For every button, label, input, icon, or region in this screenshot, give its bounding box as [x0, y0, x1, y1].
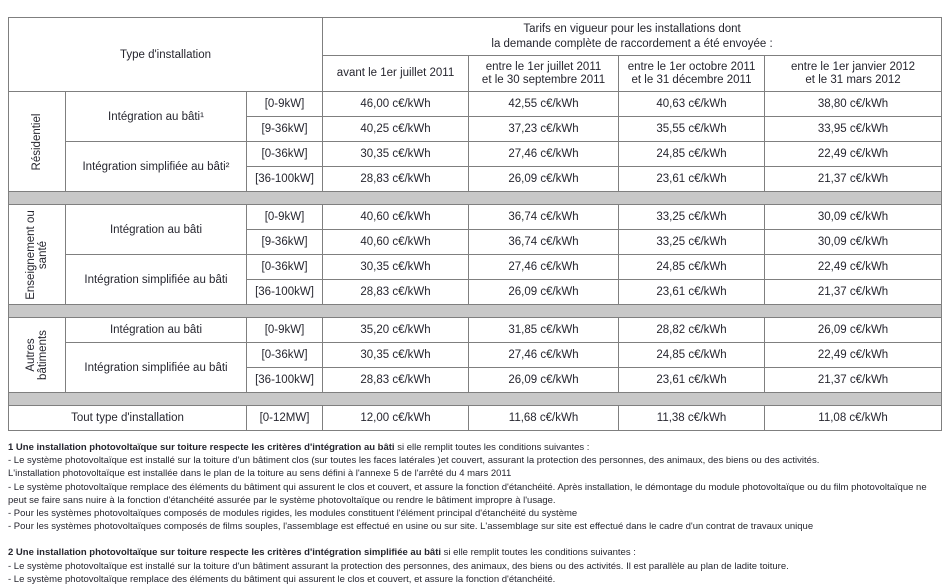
- tariff-value-cell: 24,85 c€/kWh: [619, 142, 765, 167]
- tariff-value-cell: 22,49 c€/kWh: [765, 343, 942, 368]
- period-header-2: [619, 56, 765, 92]
- tariff-value-cell: 40,63 c€/kWh: [619, 92, 765, 117]
- group-label: Résidentiel: [31, 113, 43, 170]
- section-separator: [9, 192, 942, 205]
- tariff-value-cell: 30,35 c€/kWh: [323, 343, 469, 368]
- separator-band: [9, 305, 942, 318]
- tariff-value-cell: 27,46 c€/kWh: [469, 142, 619, 167]
- power-range-cell: [36-100kW]: [247, 280, 323, 305]
- group-cell-enseignement: [9, 205, 66, 305]
- footnote-line: - Le système photovoltaïque remplace des éléments du bâtiment qui assurent le clos et couvert, et assure la fonction d'étanchéité. Après installation, le démontage du module photovoltaïque ou du film photovoltaïque ne peut se faire sans nuire à la fonction d'étanchéité assurée par le système photovoltaïque ou rendre le bâtiment impropre à l'usage.: [8, 481, 927, 506]
- power-range-cell: [0-12MW]: [247, 406, 323, 431]
- tariff-value-cell: 24,85 c€/kWh: [619, 343, 765, 368]
- table-row-total: [9, 406, 942, 431]
- tariff-value-cell: 27,46 c€/kWh: [469, 255, 619, 280]
- separator-band: [9, 393, 942, 406]
- footnote-1: [8, 441, 944, 533]
- tariff-value-cell: 11,68 c€/kWh: [469, 406, 619, 431]
- table-row: [9, 92, 942, 117]
- tariff-value-cell: 36,74 c€/kWh: [469, 230, 619, 255]
- footnote-line: - Pour les systèmes photovoltaïques composés de films souples, l'assemblage est effectué en usine ou sur site. L'assemblage sur site est effectué dans le cadre d'un contrat de travaux unique: [8, 521, 814, 533]
- footnote-heading: [8, 546, 944, 559]
- footnote-line: - Le système photovoltaïque est installé sur la toiture d'un bâtiment clos (sur toutes les faces latérales )et couvert, assurant la protection des personnes, des animaux, des biens ou des activités.: [8, 455, 820, 467]
- tariff-value-cell: 22,49 c€/kWh: [765, 142, 942, 167]
- footnote-heading-rest: si elle remplit toutes les conditions suivantes :: [441, 547, 636, 559]
- type-cell: Intégration simplifiée au bâti: [66, 343, 247, 393]
- tariff-value-cell: 26,09 c€/kWh: [469, 167, 619, 192]
- tariff-value-cell: 27,46 c€/kWh: [469, 343, 619, 368]
- power-range-cell: [9-36kW]: [247, 117, 323, 142]
- type-cell: Intégration au bâti: [66, 318, 247, 343]
- power-range-cell: [0-36kW]: [247, 142, 323, 167]
- period-label: et le 30 septembre 2011: [481, 73, 606, 86]
- power-range-cell: [0-9kW]: [247, 92, 323, 117]
- tariff-value-cell: 38,80 c€/kWh: [765, 92, 942, 117]
- header-row-1: [9, 18, 942, 56]
- group-label: Enseignement ou santé: [25, 209, 49, 300]
- tariff-value-cell: 31,85 c€/kWh: [469, 318, 619, 343]
- tariff-value-cell: 33,95 c€/kWh: [765, 117, 942, 142]
- tariff-value-cell: 12,00 c€/kWh: [323, 406, 469, 431]
- footnotes: [8, 441, 944, 586]
- tariff-value-cell: 42,55 c€/kWh: [469, 92, 619, 117]
- period-label: entre le 1er octobre 2011: [627, 60, 756, 73]
- period-label: entre le 1er janvier 2012: [791, 60, 916, 73]
- footnote-heading-bold: 1 Une installation photovoltaïque sur toiture respecte les critères d'intégration au bâti: [8, 442, 395, 453]
- footnote-line: - Pour les systèmes photovoltaïques composés de modules rigides, les modules constituent l'élément principal d'étanchéité du système: [8, 508, 578, 520]
- tariffs-header-line1: Tarifs en vigueur pour les installations dont: [523, 22, 741, 35]
- period-label: entre le 1er juillet 2011: [485, 60, 602, 73]
- group-label: Autres bâtiments: [25, 330, 49, 380]
- group-cell-autres: [9, 318, 66, 393]
- total-label-cell: Tout type d'installation: [9, 406, 247, 431]
- type-cell: Intégration simplifiée au bâti: [66, 255, 247, 305]
- footnote-line: - Le système photovoltaïque remplace des éléments du bâtiment qui assurent le clos et couvert, et assure la fonction d'étanchéité.: [8, 573, 556, 585]
- tariff-value-cell: 26,09 c€/kWh: [765, 318, 942, 343]
- tariff-value-cell: 26,09 c€/kWh: [469, 368, 619, 393]
- power-range-cell: [9-36kW]: [247, 230, 323, 255]
- tariff-value-cell: 36,74 c€/kWh: [469, 205, 619, 230]
- table-row: [9, 343, 942, 368]
- section-separator: [9, 393, 942, 406]
- tariff-value-cell: 21,37 c€/kWh: [765, 167, 942, 192]
- separator-band: [9, 192, 942, 205]
- footnote-heading-rest: si elle remplit toutes les conditions suivantes :: [394, 442, 590, 453]
- type-cell: Intégration simplifiée au bâti²: [66, 142, 247, 192]
- tariff-value-cell: 35,20 c€/kWh: [323, 318, 469, 343]
- power-range-cell: [36-100kW]: [247, 368, 323, 393]
- tariff-value-cell: 33,25 c€/kWh: [619, 230, 765, 255]
- tariff-value-cell: 21,37 c€/kWh: [765, 280, 942, 305]
- tariff-value-cell: 40,25 c€/kWh: [323, 117, 469, 142]
- tariff-value-cell: 21,37 c€/kWh: [765, 368, 942, 393]
- power-range-cell: [36-100kW]: [247, 167, 323, 192]
- period-header-0: [323, 56, 469, 92]
- tariff-value-cell: 40,60 c€/kWh: [323, 230, 469, 255]
- tariff-value-cell: 40,60 c€/kWh: [323, 205, 469, 230]
- footnote-line: - Le système photovoltaïque est installé sur la toiture d'un bâtiment assurant la protection des personnes, des animaux, des biens ou des activités. Il est parallèle au plan de ladite toiture.: [8, 560, 789, 572]
- table-row: [9, 205, 942, 230]
- tariff-value-cell: 28,82 c€/kWh: [619, 318, 765, 343]
- footnote-heading-bold: 2 Une installation photovoltaïque sur toiture respecte les critères d'intégration simplifiée au bâti: [8, 547, 442, 559]
- tariff-value-cell: 28,83 c€/kWh: [323, 167, 469, 192]
- tariff-value-cell: 30,35 c€/kWh: [323, 255, 469, 280]
- type-cell: Intégration au bâti: [66, 205, 247, 255]
- tariff-value-cell: 26,09 c€/kWh: [469, 280, 619, 305]
- type-installation-header: Type d'installation: [9, 18, 323, 92]
- footnote-line: L'installation photovoltaïque est installée dans le plan de la toiture au sens défini à l'annexe 5 de l'arrêté du 4 mars 2011: [8, 468, 512, 480]
- power-range-cell: [0-36kW]: [247, 255, 323, 280]
- tariff-value-cell: 46,00 c€/kWh: [323, 92, 469, 117]
- tariff-value-cell: 11,38 c€/kWh: [619, 406, 765, 431]
- period-label: et le 31 décembre 2011: [631, 73, 752, 86]
- tariff-table: [8, 17, 942, 431]
- tariff-value-cell: 30,35 c€/kWh: [323, 142, 469, 167]
- footnote-2: [8, 546, 944, 586]
- tariffs-header: [323, 18, 942, 56]
- group-cell-residentiel: [9, 92, 66, 192]
- tariff-value-cell: 30,09 c€/kWh: [765, 230, 942, 255]
- tariff-value-cell: 33,25 c€/kWh: [619, 205, 765, 230]
- table-row: [9, 255, 942, 280]
- period-label: avant le 1er juillet 2011: [336, 67, 455, 79]
- footnote-heading: [8, 441, 944, 454]
- tariff-value-cell: 30,09 c€/kWh: [765, 205, 942, 230]
- tariff-value-cell: 24,85 c€/kWh: [619, 255, 765, 280]
- tariff-value-cell: 22,49 c€/kWh: [765, 255, 942, 280]
- tariff-value-cell: 28,83 c€/kWh: [323, 280, 469, 305]
- power-range-cell: [0-9kW]: [247, 205, 323, 230]
- period-header-3: [765, 56, 942, 92]
- tariff-value-cell: 35,55 c€/kWh: [619, 117, 765, 142]
- tariffs-header-line2: la demande complète de raccordement a été envoyée :: [491, 37, 773, 50]
- tariff-value-cell: 23,61 c€/kWh: [619, 368, 765, 393]
- tariff-value-cell: 23,61 c€/kWh: [619, 280, 765, 305]
- tariff-value-cell: 28,83 c€/kWh: [323, 368, 469, 393]
- period-header-1: [469, 56, 619, 92]
- table-row: [9, 318, 942, 343]
- section-separator: [9, 305, 942, 318]
- period-label: et le 31 mars 2012: [805, 73, 901, 86]
- table-row: [9, 142, 942, 167]
- power-range-cell: [0-9kW]: [247, 318, 323, 343]
- tariff-value-cell: 37,23 c€/kWh: [469, 117, 619, 142]
- tariff-value-cell: 11,08 c€/kWh: [765, 406, 942, 431]
- type-cell: Intégration au bâti¹: [66, 92, 247, 142]
- power-range-cell: [0-36kW]: [247, 343, 323, 368]
- tariff-value-cell: 23,61 c€/kWh: [619, 167, 765, 192]
